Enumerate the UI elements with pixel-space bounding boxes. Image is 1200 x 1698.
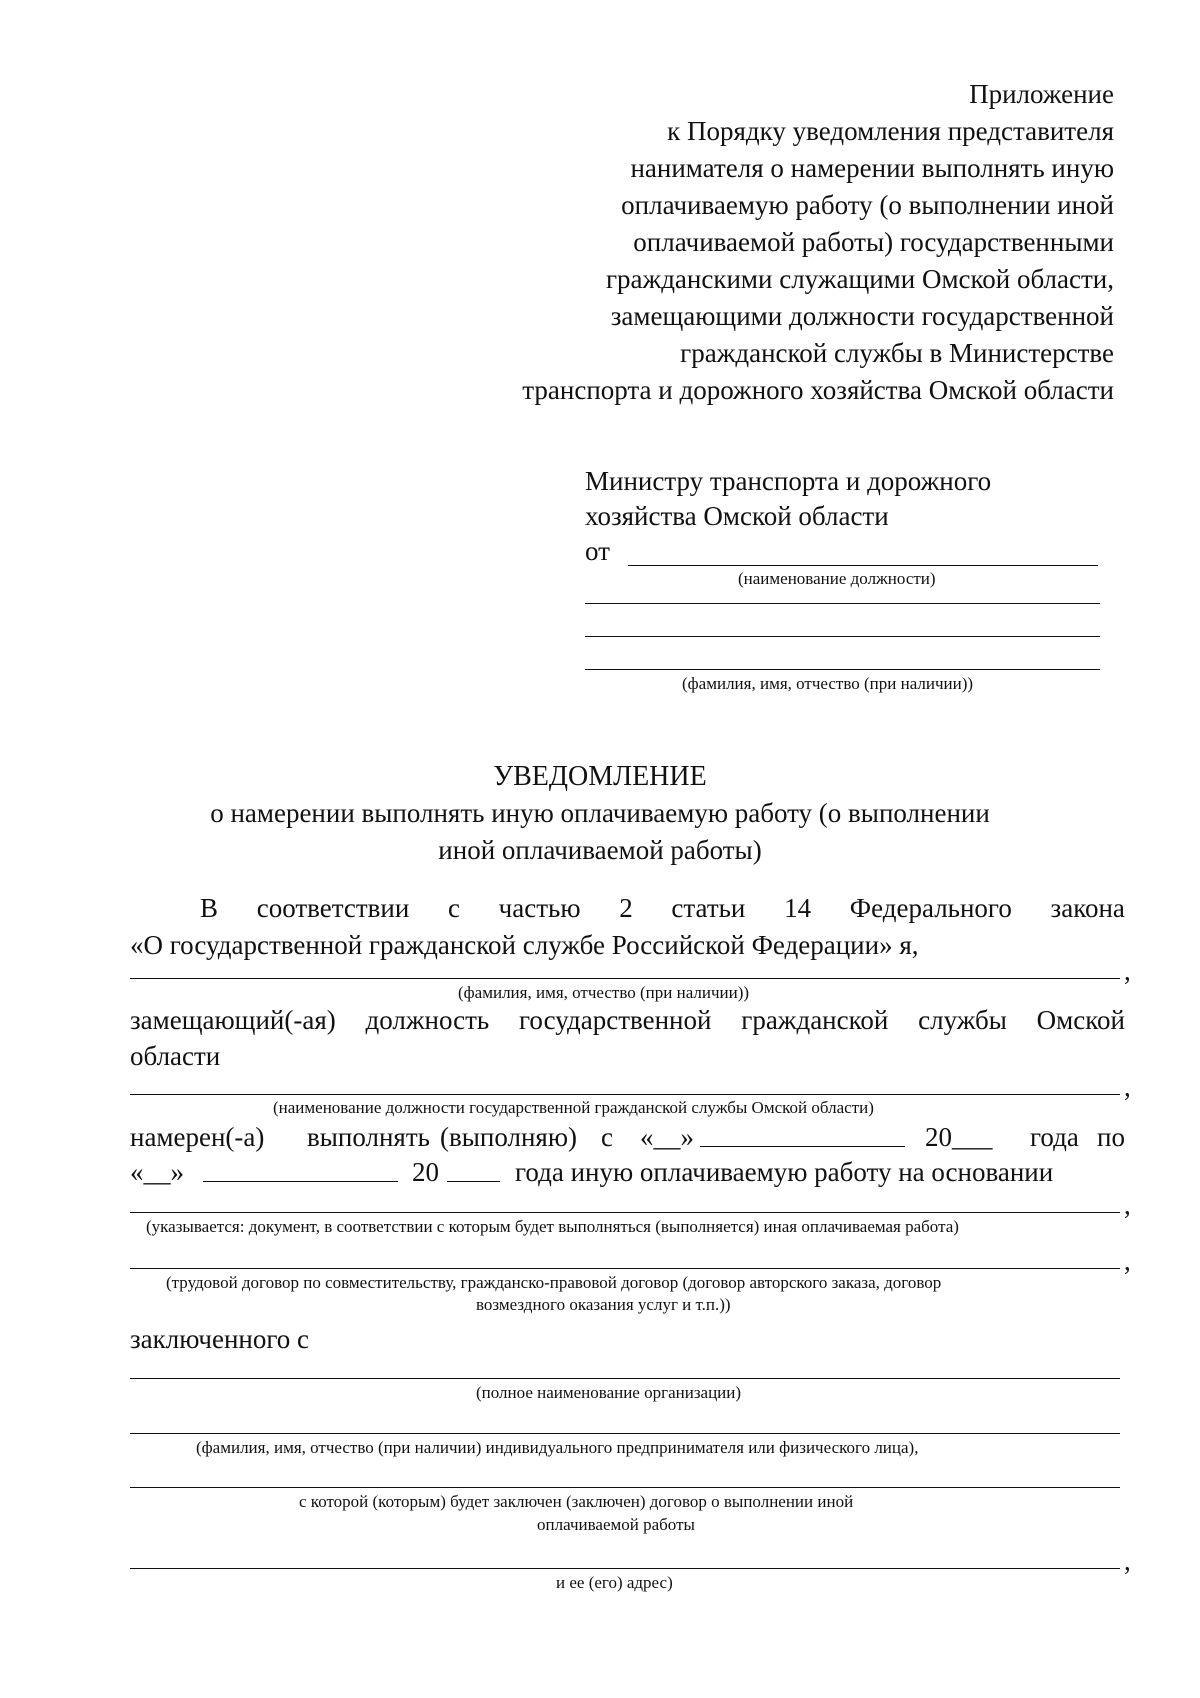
holding-word: должность <box>365 1005 490 1035</box>
from-label: от <box>585 536 610 566</box>
comma: , <box>1124 1190 1131 1220</box>
person-caption: (фамилия, имя, отчество (при наличии) индивидуального предпринимателя или физического лица), <box>196 1438 919 1457</box>
appendix-line: нанимателя о намерении выполнять иную <box>630 153 1114 183</box>
address-caption: и ее (его) адрес) <box>556 1573 673 1592</box>
appendix-line: замещающими должности государственной <box>610 301 1114 331</box>
appendix-line: гражданскими служащими Омской области, <box>605 264 1114 294</box>
fio-caption: (фамилия, имя, отчество (при наличии)) <box>682 674 974 693</box>
date-end-year-field[interactable]: 20 <box>412 1157 439 1187</box>
address-field[interactable] <box>130 1568 1120 1569</box>
contract-type-field[interactable] <box>130 1268 1120 1269</box>
intro-word: 14 <box>784 893 812 923</box>
appendix-line: оплачиваемую работу (о выполнении иной <box>621 190 1114 220</box>
position-caption: (наименование должности государственной гражданской службы Омской области) <box>273 1098 874 1117</box>
basis-caption: (указывается: документ, в соответствии с которым будет выполняться (выполняется) иная оплачиваемая работа) <box>146 1217 959 1236</box>
intro-line <box>200 893 1125 924</box>
contract-caption: (трудовой договор по совместительству, гражданско-правовой договор (договор авторского заказа, договор <box>166 1273 942 1292</box>
date-end-month-field[interactable] <box>203 1181 398 1182</box>
holding-word: замещающий(-ая) <box>130 1005 336 1035</box>
applicant-fio-field[interactable] <box>130 978 1120 979</box>
appendix-line: Приложение <box>969 79 1114 109</box>
document-title: УВЕДОМЛЕНИЕ <box>493 761 707 792</box>
appendix-line: оплачиваемой работы) государственными <box>633 227 1114 257</box>
position-field-line[interactable] <box>628 565 1098 566</box>
organization-field[interactable] <box>130 1378 1120 1379</box>
comma: , <box>1124 1072 1131 1102</box>
holding-word: службы <box>918 1005 1007 1035</box>
document-subtitle: иной оплачиваемой работы) <box>438 835 762 865</box>
basis-document-field[interactable] <box>130 1212 1120 1213</box>
civil-position-field[interactable] <box>130 1094 1120 1095</box>
holding-word: гражданской <box>741 1005 889 1035</box>
date-end-year-line[interactable] <box>447 1181 500 1182</box>
fio-field-line[interactable] <box>585 636 1100 637</box>
intro-word: частью <box>498 893 581 923</box>
intend-line2-text: года иную оплачиваемую работу на основании <box>515 1157 1054 1187</box>
fio-field-line[interactable] <box>585 669 1100 670</box>
appendix-line: к Порядку уведомления представителя <box>667 116 1114 146</box>
intro-word: Федерального <box>849 893 1012 923</box>
date-start-month-field[interactable] <box>700 1146 905 1147</box>
holding-word: государственной <box>519 1005 712 1035</box>
comma: , <box>1124 1246 1131 1276</box>
date-start-day-field[interactable]: «__» <box>640 1122 694 1152</box>
counterparty-caption: с которой (которым) будет заключен (заключен) договор о выполнении иной <box>299 1492 854 1511</box>
concluded-label: заключенного с <box>130 1324 309 1354</box>
counterparty-field[interactable] <box>130 1487 1120 1488</box>
intend-word: с <box>601 1122 613 1152</box>
appendix-line: транспорта и дорожного хозяйства Омской области <box>522 375 1114 405</box>
intro-word: В <box>200 893 219 923</box>
intend-word: выполнять <box>307 1122 430 1152</box>
appendix-line: гражданской службы в Министерстве <box>680 338 1114 368</box>
position-caption: (наименование должности) <box>738 569 936 588</box>
date-start-year-field[interactable]: 20___ <box>925 1122 993 1152</box>
intro-line: «О государственной гражданской службе Российской Федерации» я, <box>130 930 919 960</box>
intro-word: закона <box>1050 893 1125 923</box>
intend-word: намерен(-а) <box>130 1122 265 1152</box>
holding-word: Омской <box>1036 1005 1125 1035</box>
addressee-line: хозяйства Омской области <box>585 501 889 531</box>
intend-word: по <box>1097 1122 1125 1152</box>
fio-caption: (фамилия, имя, отчество (при наличии)) <box>458 983 750 1002</box>
intend-word: (выполняю) <box>440 1122 577 1152</box>
comma: , <box>1124 956 1131 986</box>
intro-word: соответствии <box>256 893 410 923</box>
organization-caption: (полное наименование организации) <box>476 1383 742 1402</box>
comma: , <box>1124 1546 1131 1576</box>
counterparty-caption: оплачиваемой работы <box>537 1515 695 1534</box>
intro-word: статьи <box>671 893 746 923</box>
intro-word: с <box>447 893 460 923</box>
contract-caption: возмездного оказания услуг и т.п.)) <box>476 1295 731 1314</box>
addressee-line: Министру транспорта и дорожного <box>585 466 992 496</box>
holding-line <box>130 1005 1125 1036</box>
intend-word: года <box>1030 1122 1079 1152</box>
holding-line: области <box>130 1041 221 1071</box>
document-subtitle: о намерении выполнять иную оплачиваемую работу (о выполнении <box>210 798 990 828</box>
fio-field-line[interactable] <box>585 603 1100 604</box>
date-end-day-field[interactable]: «__» <box>130 1157 184 1187</box>
person-field[interactable] <box>130 1433 1120 1434</box>
intro-word: 2 <box>619 893 633 923</box>
